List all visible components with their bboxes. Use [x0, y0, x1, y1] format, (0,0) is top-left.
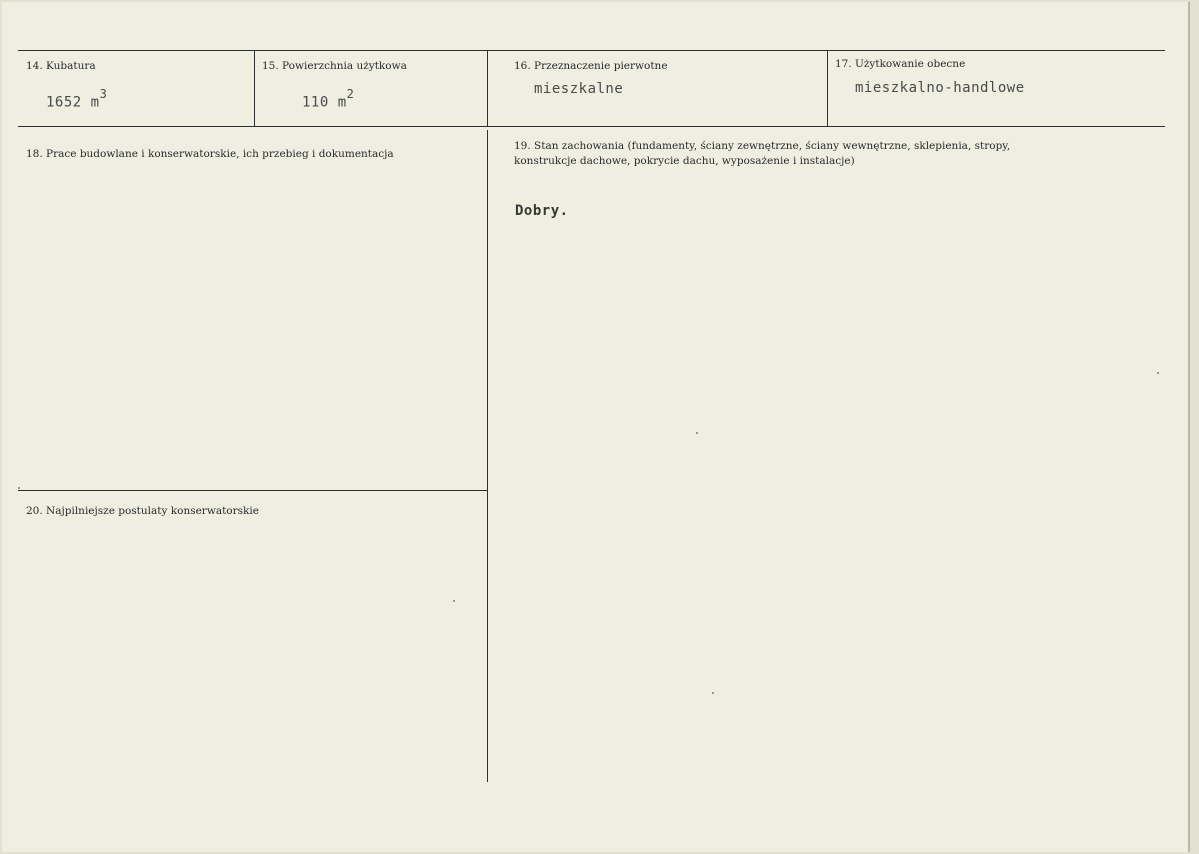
- main-column-divider: [487, 130, 488, 782]
- field-15-number: 110 m: [302, 94, 347, 111]
- field-17-label: 17. Użytkowanie obecne: [835, 58, 966, 70]
- record-card: [2, 2, 1190, 852]
- field-14-label: 14. Kubatura: [26, 60, 96, 72]
- field-20-label: 20. Najpilniejsze postulaty konserwatorskie: [26, 505, 259, 517]
- field-16-value: mieszkalne: [534, 81, 624, 97]
- row-divider-rule: [18, 126, 1165, 127]
- field-19-label: 19. Stan zachowania (fundamenty, ściany zewnętrzne, ściany wewnętrzne, sklepienia, stropy, konstrukcje dachowe, pokrycie dachu, wyposażenie i instalacje): [514, 140, 1011, 167]
- field-16-label: 16. Przeznaczenie pierwotne: [514, 60, 668, 72]
- paper-speck: [1157, 372, 1159, 374]
- field-19-value: Dobry.: [515, 203, 569, 219]
- divider-15-16: [487, 50, 488, 127]
- field-14-number: 1652 m: [46, 94, 100, 111]
- divider-14-15: [254, 50, 255, 127]
- field-18-label: 18. Prace budowlane i konserwatorskie, ich przebieg i dokumentacja: [26, 148, 394, 160]
- field-15-value: [302, 87, 355, 111]
- paper-speck: [453, 600, 455, 602]
- field-17-value: mieszkalno-handlowe: [855, 80, 1025, 96]
- field-14-unit-exponent: 3: [99, 87, 108, 101]
- paper-speck: [18, 487, 20, 489]
- top-rule: [18, 50, 1165, 51]
- field-18-20-divider-rule: [18, 490, 487, 491]
- paper-speck: [696, 432, 698, 434]
- field-15-unit-exponent: 2: [346, 87, 355, 101]
- paper-speck: [712, 692, 714, 694]
- field-15-label: 15. Powierzchnia użytkowa: [262, 60, 407, 72]
- field-14-value: [46, 87, 108, 111]
- divider-16-17: [827, 50, 828, 127]
